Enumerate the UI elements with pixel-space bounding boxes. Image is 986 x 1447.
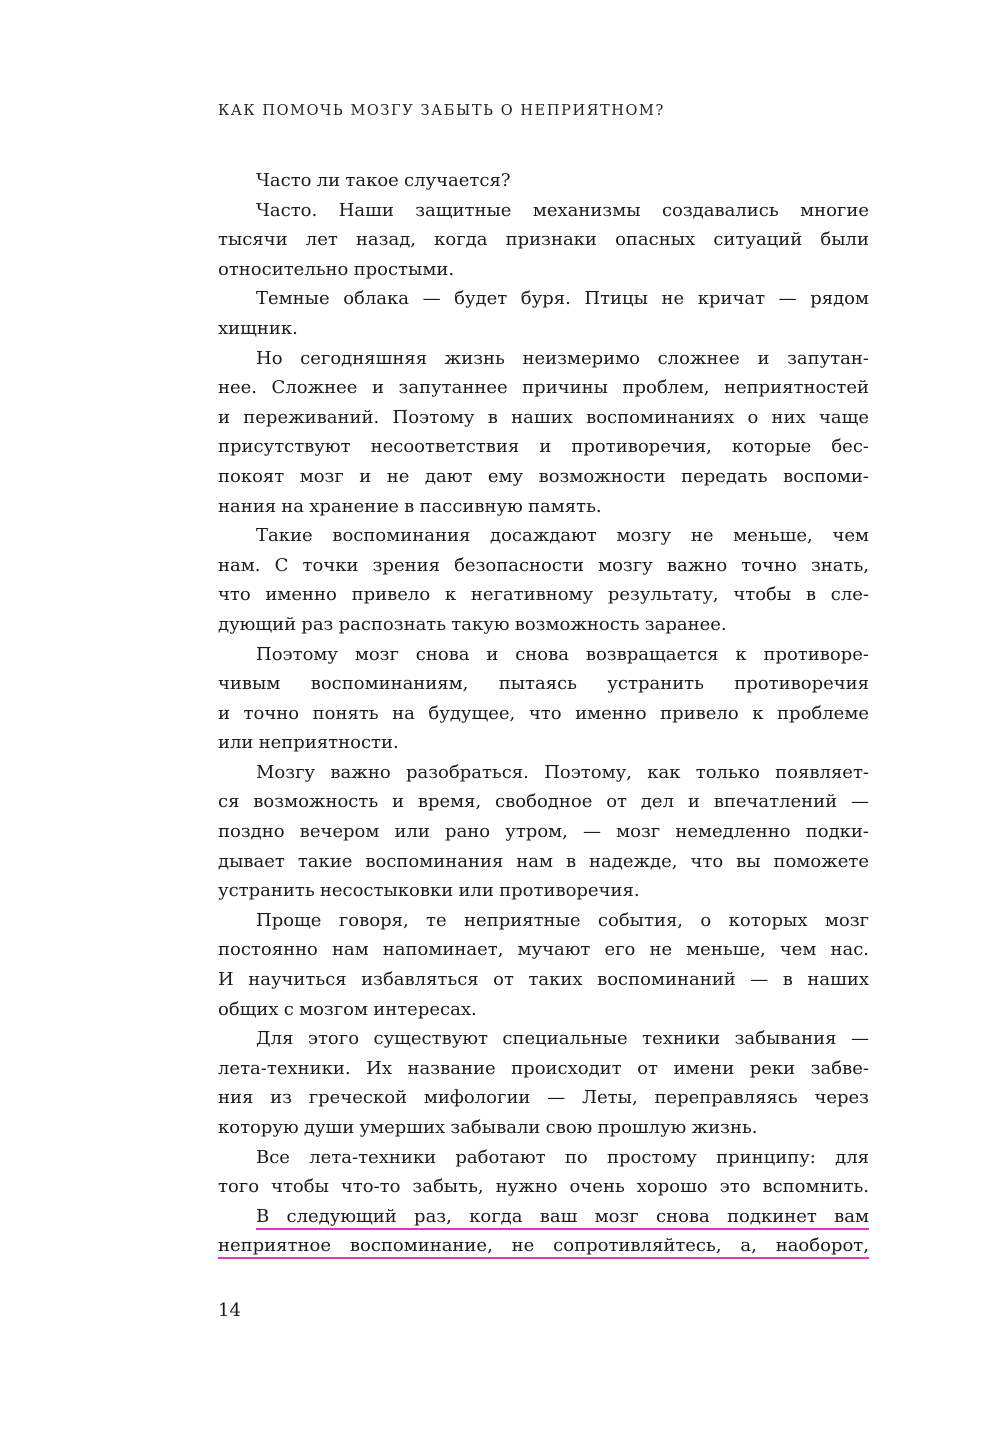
text-line: которую души умерших забывали свою прошлую жизнь. [218, 1117, 758, 1138]
running-head: КАК ПОМОЧЬ МОЗГУ ЗАБЫТЬ О НЕПРИЯТНОМ? [218, 103, 665, 119]
text-line: лета-техники. Их название происходит от имени реки забве- [218, 1057, 869, 1079]
text-line: устранить несостыковки или противоречия. [218, 880, 640, 902]
text-line: и переживаний. Поэтому в наших воспоминаниях о них чаще [218, 406, 869, 428]
text-line: того чтобы что-то забыть, нужно очень хорошо это вспомнить. [218, 1176, 869, 1198]
text-line: Темные облака — будет буря. Птицы не кричат — рядом [256, 288, 869, 310]
text-line: нам. С точки зрения безопасности мозгу важно точно знать, [218, 554, 869, 576]
text-line: относительно простыми. [218, 258, 455, 280]
highlighted-text-line: неприятное воспоминание, не сопротивляйтесь, а, наоборот, [218, 1235, 869, 1257]
text-line: постоянно нам напоминает, мучают его не меньше, чем нас. [218, 939, 869, 961]
text-line: тысячи лет назад, когда признаки опасных ситуаций были [218, 229, 869, 251]
text-line: Поэтому мозг снова и снова возвращается к противоре- [256, 643, 869, 665]
text-line: чивым воспоминаниям, пытаясь устранить противоречия [218, 673, 869, 695]
text-line: Такие воспоминания досаждают мозгу не меньше, чем [256, 525, 869, 547]
text-line: Но сегодняшняя жизнь неизмеримо сложнее и запутан- [256, 347, 869, 369]
text-line: Часто. Наши защитные механизмы создавались многие [256, 199, 869, 221]
text-line: ся возможность и время, свободное от дел и впечатлений — [218, 791, 869, 813]
body-text [218, 166, 869, 1261]
text-line: присутствуют несоответствия и противоречия, которые бес- [218, 436, 869, 458]
text-line: дывает такие воспоминания нам в надежде, что вы поможете [218, 850, 869, 872]
text-line: Все лета-техники работают по простому принципу: для [256, 1146, 869, 1168]
text-line: Для этого существуют специальные техники забывания — [256, 1028, 869, 1050]
text-line: общих с мозгом интересах. [218, 998, 477, 1020]
text-line: хищник. [218, 317, 298, 339]
text-line: ния из греческой мифологии — Леты, переправляясь через [218, 1087, 869, 1109]
text-line: нее. Сложнее и запутаннее причины проблем, неприятностей [218, 377, 869, 399]
text-line: покоят мозг и не дают ему возможности передать воспоми- [218, 465, 869, 487]
text-line: Проще говоря, те неприятные события, о которых мозг [256, 909, 869, 931]
page-number: 14 [218, 1300, 241, 1321]
text-line: или неприятности. [218, 732, 399, 754]
text-line: Часто ли такое случается? [256, 170, 511, 191]
text-line: нания на хранение в пассивную память. [218, 495, 602, 517]
highlighted-text-line: В следующий раз, когда ваш мозг снова подкинет вам [256, 1205, 869, 1227]
text-line: Мозгу важно разобраться. Поэтому, как только появляет- [256, 761, 869, 783]
text-line: и точно понять на будущее, что именно привело к проблеме [218, 702, 869, 724]
text-line: И научиться избавляться от таких воспоминаний — в наших [218, 969, 869, 991]
text-line: что именно привело к негативному результату, чтобы в сле- [218, 584, 869, 606]
text-line: дующий раз распознать такую возможность заранее. [218, 613, 727, 635]
text-line: поздно вечером или рано утром, — мозг немедленно подки- [218, 821, 869, 843]
